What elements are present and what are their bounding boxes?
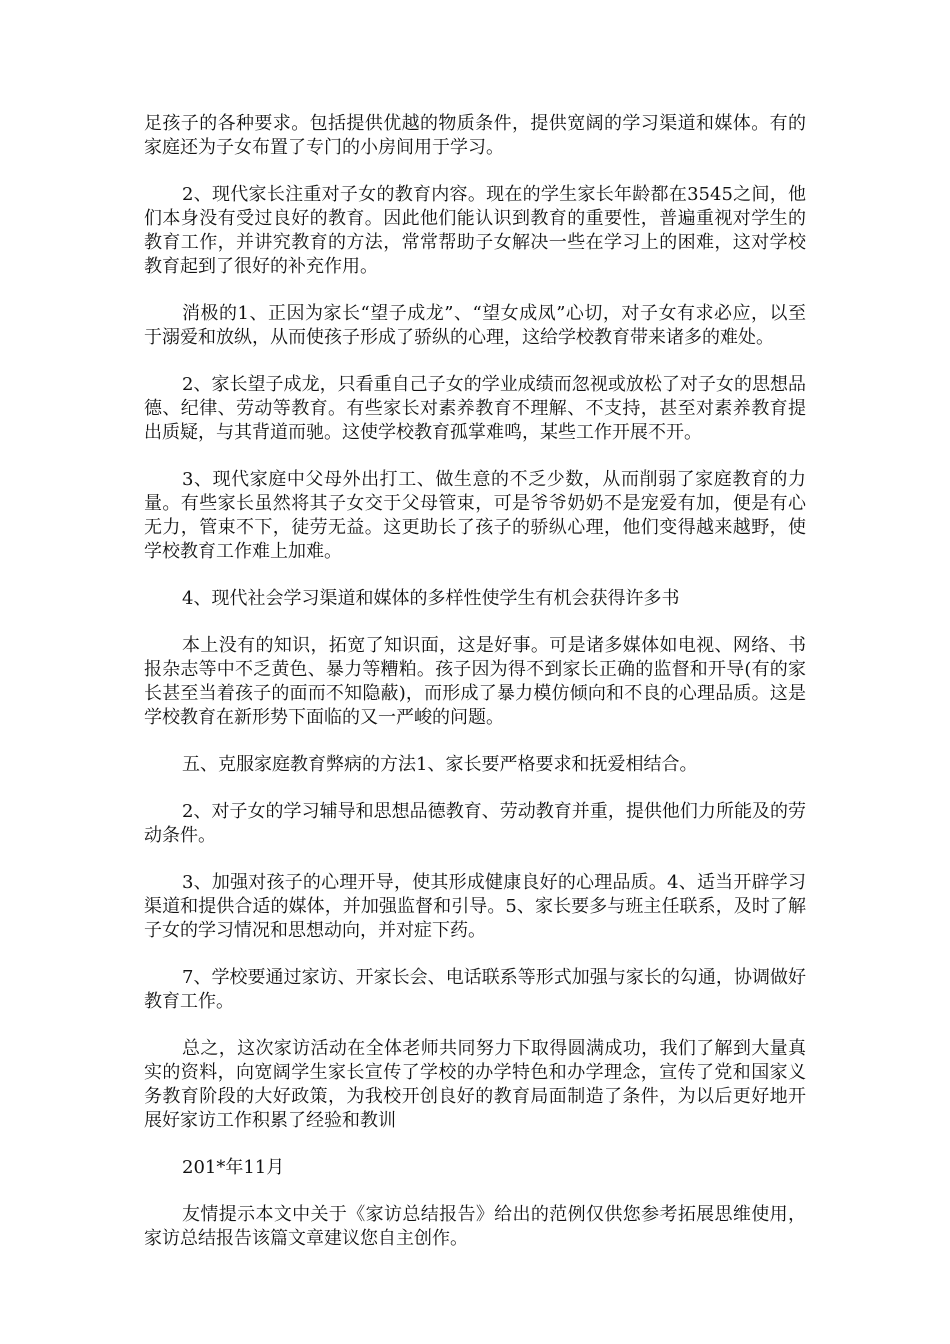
paragraph-summary: 总之，这次家访活动在全体老师共同努力下取得圆满成功，我们了解到大量真实的资料，向宽阔学生家长宣传了学校的办学特色和办学理念，宣传了党和国家义务教育阶段的大好政策，为我校开创良好的教育局面制造了条件，为以后更好地开展好家访工作积累了经验和教训 <box>144 1038 806 1131</box>
paragraph-method-2: 2、对子女的学习辅导和思想品德教育、劳动教育并重，提供他们力所能及的劳动条件。 <box>144 801 806 846</box>
paragraph-method-3-5: 3、加强对孩子的心理开导，使其形成健康良好的心理品质。4、适当开辟学习渠道和提供合适的媒体，并加强监督和引导。5、家长要多与班主任联系，及时了解子女的学习情况和思想动向，并对症下药。 <box>144 872 806 941</box>
paragraph-section-five: 五、克服家庭教育弊病的方法1、家长要严格要求和抚爱相结合。 <box>182 754 698 775</box>
paragraph-negative-4-cont: 本上没有的知识，拓宽了知识面，这是好事。可是诸多媒体如电视、网络、书报杂志等中不乏黄色、暴力等糟粕。孩子因为得不到家长正确的监督和开导(有的家长甚至当着孩子的面而不知隐蔽)，而形成了暴力模仿倾向和不良的心理品质。这是学校教育在新形势下面临的又一严峻的问题。 <box>144 635 806 728</box>
paragraph-negative-3: 3、现代家庭中父母外出打工、做生意的不乏少数，从而削弱了家庭教育的力量。有些家长虽然将其子女交于父母管束，可是爷爷奶奶不是宠爱有加，便是有心无力，管束不下，徒劳无益。这更助长了孩子的骄纵心理，他们变得越来越野，使学校教育工作难上加难。 <box>144 469 806 562</box>
paragraph-date: 201*年11月 <box>182 1157 285 1178</box>
paragraph-item-2-positive: 2、现代家长注重对子女的教育内容。现在的学生家长年龄都在3545之间，他们本身没有受过良好的教育。因此他们能认识到教育的重要性，普遍重视对学生的教育工作，并讲究教育的方法，常常帮助子女解决一些在学习上的困难，这对学校教育起到了很好的补充作用。 <box>144 184 806 277</box>
paragraph-continuation: 足孩子的各种要求。包括提供优越的物质条件，提供宽阔的学习渠道和媒体。有的家庭还为子女布置了专门的小房间用于学习。 <box>144 113 806 158</box>
document-page <box>144 112 806 1274</box>
paragraph-method-7: 7、学校要通过家访、开家长会、电话联系等形式加强与家长的勾通，协调做好教育工作。 <box>144 967 806 1012</box>
paragraph-notice: 友情提示本文中关于《家访总结报告》给出的范例仅供您参考拓展思维使用，家访总结报告该篇文章建议您自主创作。 <box>144 1204 806 1249</box>
paragraph-negative-1: 消极的1、正因为家长“望子成龙”、“望女成凤”心切，对子女有求必应，以至于溺爱和放纵，从而使孩子形成了骄纵的心理，这给学校教育带来诸多的难处。 <box>144 303 806 348</box>
paragraph-negative-4: 4、现代社会学习渠道和媒体的多样性使学生有机会获得许多书 <box>182 588 680 609</box>
paragraph-negative-2: 2、家长望子成龙，只看重自己子女的学业成绩而忽视或放松了对子女的思想品德、纪律、劳动等教育。有些家长对素养教育不理解、不支持，甚至对素养教育提出质疑，与其背道而驰。这使学校教育孤掌难鸣，某些工作开展不开。 <box>144 374 806 443</box>
